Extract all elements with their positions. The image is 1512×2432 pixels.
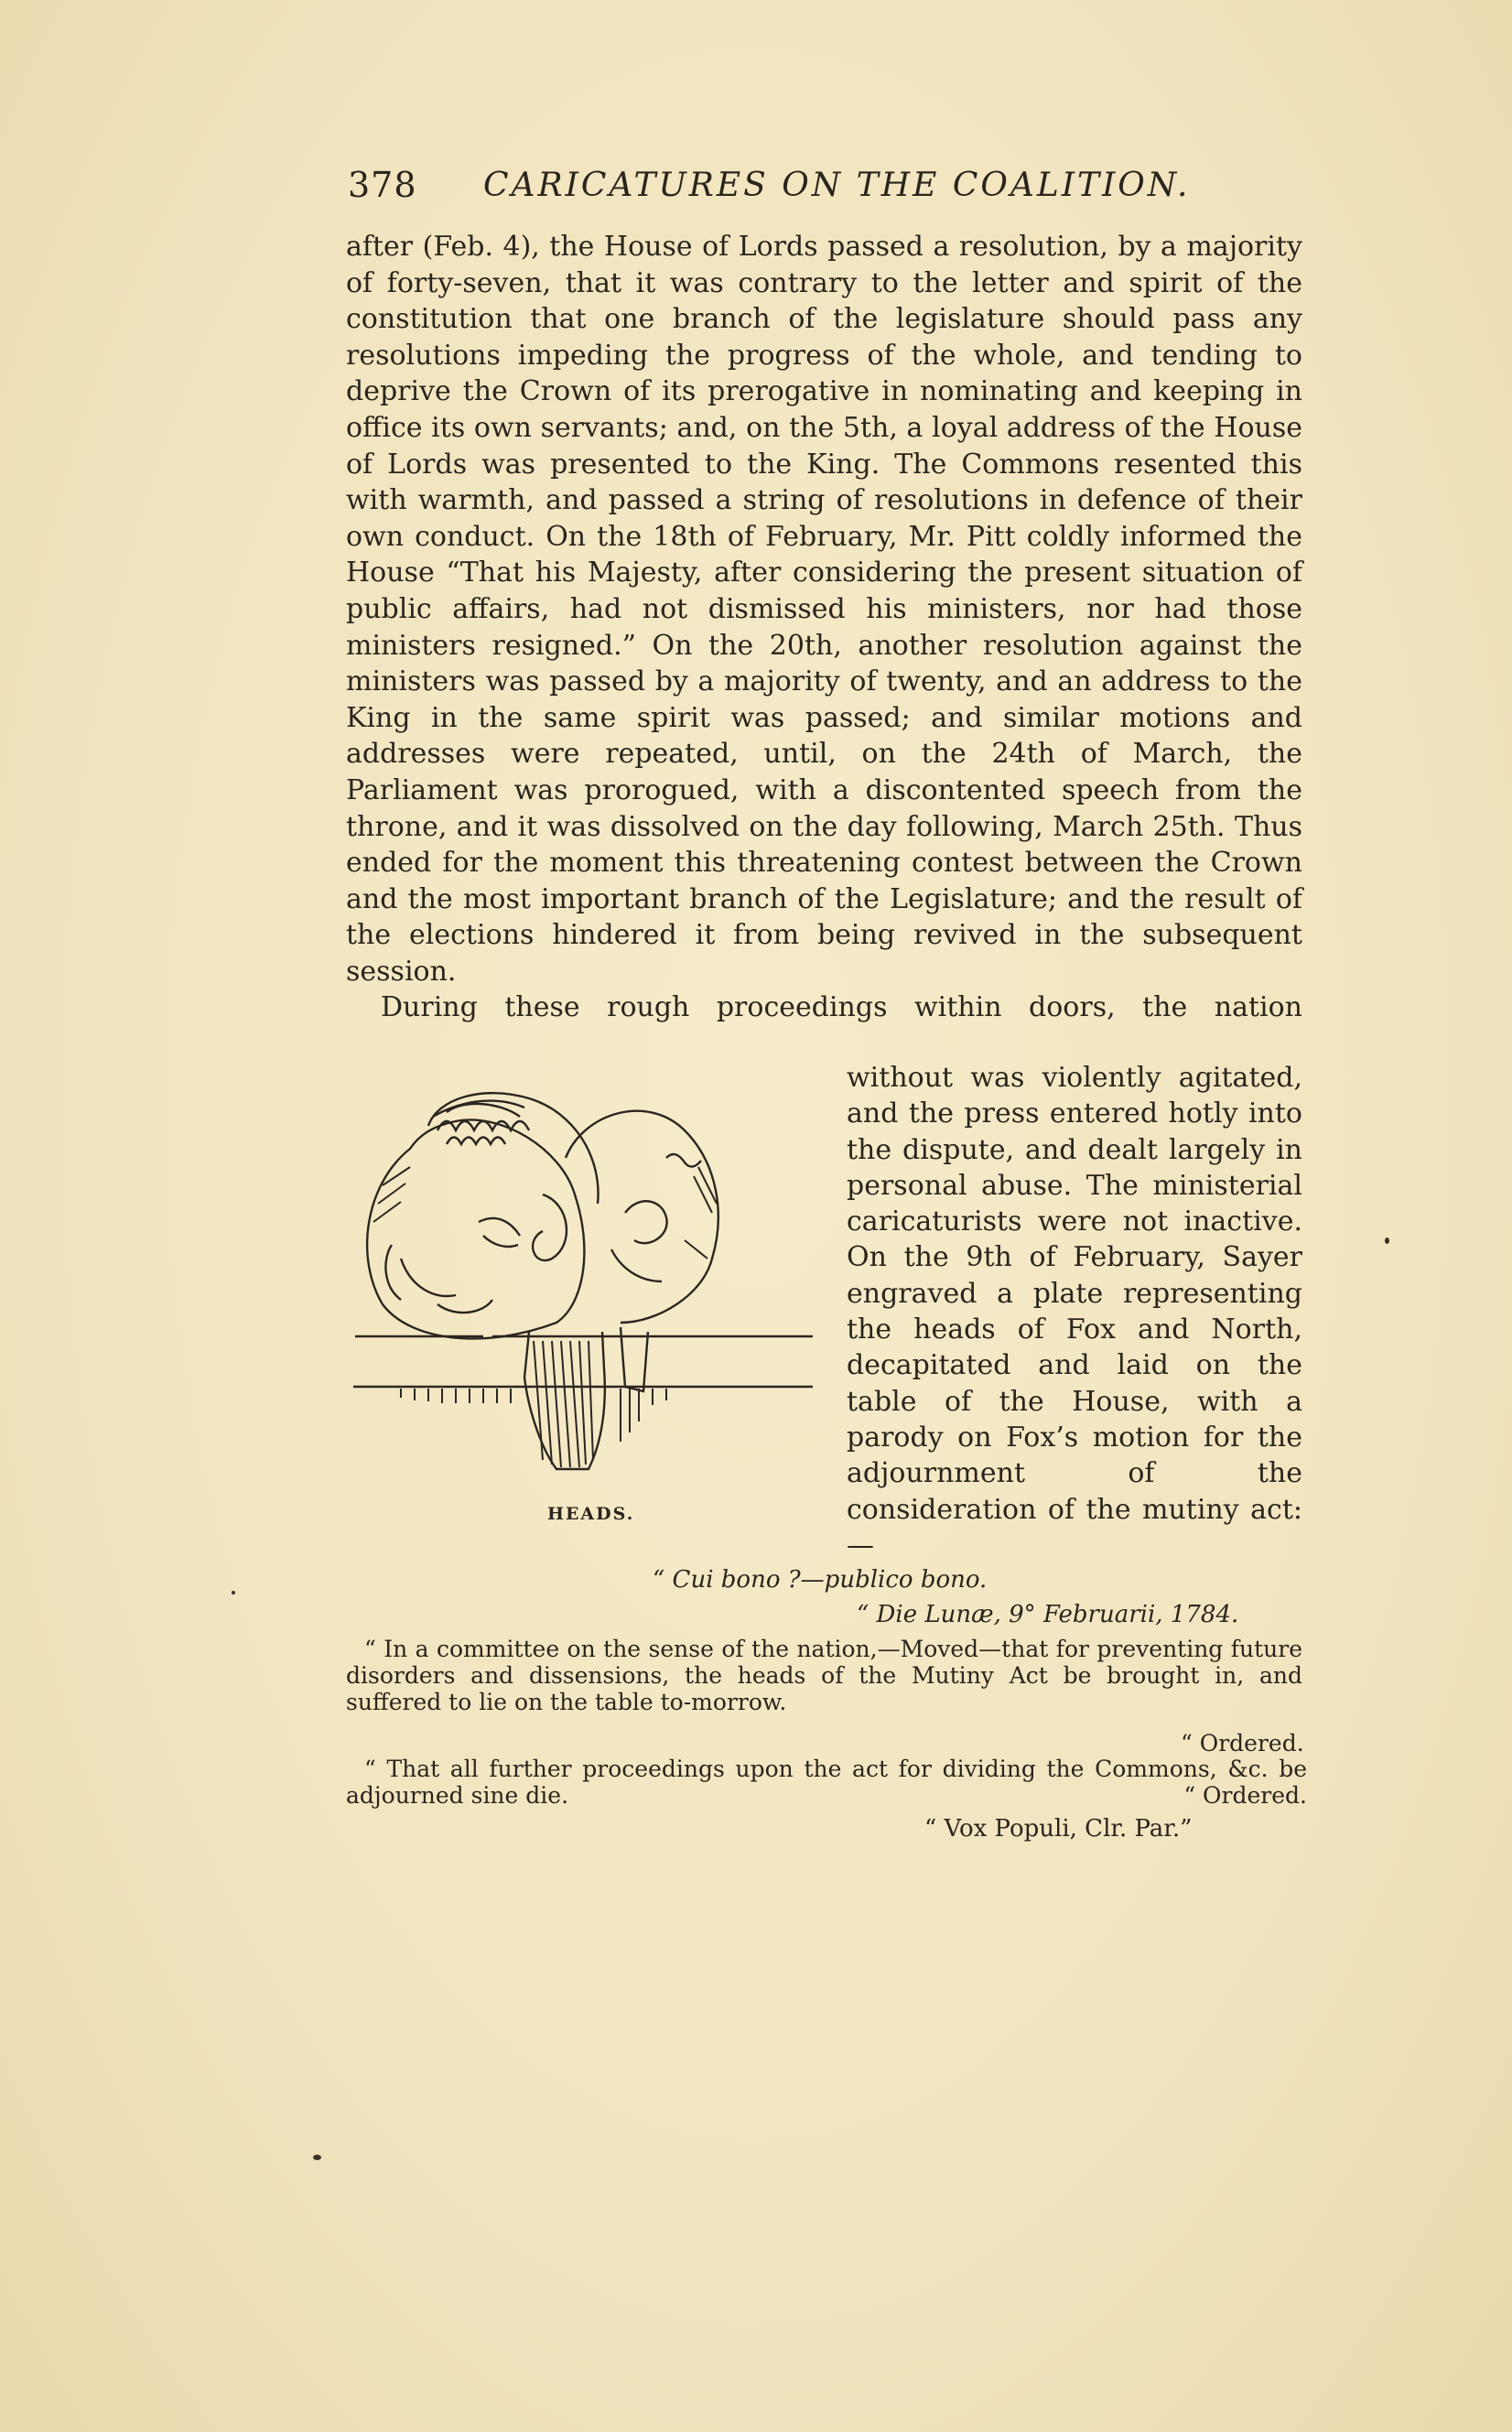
- paragraph-2-continued: without was violently agitated, and the press entered hotly into the dispute, and dealt largely in personal abuse. The ministerial caricaturists were not inactive. On the 9th of February, Sayer engraved a plate representing the heads of Fox and North, decapitated and laid on the table of the House, with a parody on Fox’s motion for the adjournment of the consideration of the mutiny act:—: [847, 1062, 1302, 1562]
- ordered-1: “ Ordered.: [1181, 1730, 1304, 1756]
- page-number: 378: [348, 165, 417, 205]
- quote-paragraph-1: “ In a committee on the sense of the nation,—Moved—that for preventing future disorders and dissensions, the heads of the Mutiny Act be brought in, and suffered to lie on the table to-morrow.: [346, 1636, 1302, 1715]
- quote-line-2: “ Die Lunæ, 9° Februarii, 1784.: [857, 1601, 1239, 1628]
- paragraph-1: after (Feb. 4), the House of Lords passed a resolution, by a majority of forty-seven, that it was contrary to the letter and spirit of the constitution that one branch of the legislature should pass any resolutions impeding the progress of the whole, and tending to deprive the Crown of its prerogative in nominating and keeping in office its own servants; and, on the 5th, a loyal address of the House of Lords was presented to the King. The Commons resented this with warmth, and passed a string of resolutions in defence of their own conduct. On the 18th of February, Mr. Pitt coldly informed the House “That his Majesty, after considering the present situation of public affairs, had not dismissed his ministers, nor had those ministers resigned.” On the 20th, another resolution against the ministers was passed by a majority of twenty, and an address to the King in the same spirit was passed; and similar motions and addresses were repeated, until, on the 24th of March, the Parliament was prorogued, with a discontented speech from the throne, and it was dissolved on the day following, March 25th. Thus ended for the moment this threatening contest between the Crown and the most important branch of the Legislature; and the result of the elections hindered it from being revived in the subsequent session.: [346, 231, 1302, 988]
- paragraph-2-start: During these rough proceedings within doors, the nation: [381, 991, 1302, 1024]
- figure-caption: HEADS.: [547, 1504, 635, 1524]
- ink-speck: [313, 2155, 321, 2160]
- heads-engraving: [346, 1075, 826, 1506]
- quote-paragraph-2: “ That all further proceedings upon the act for dividing the Commons, &c. be adjourned sine die. “ Ordered.: [346, 1756, 1307, 1809]
- ink-speck: [232, 1591, 235, 1594]
- running-head: CARICATURES ON THE COALITION.: [483, 167, 1191, 204]
- page-header: [348, 165, 1263, 211]
- main-text: [346, 229, 1302, 1026]
- ink-speck: [1385, 1238, 1389, 1244]
- quote-line-1: “ Cui bono ?—publico bono.: [653, 1566, 988, 1594]
- quote-signature: “ Vox Populi, Clr. Par.”: [924, 1815, 1193, 1843]
- ordered-2-inline: “ Ordered.: [1183, 1782, 1307, 1809]
- heads-illustration: [346, 1075, 826, 1535]
